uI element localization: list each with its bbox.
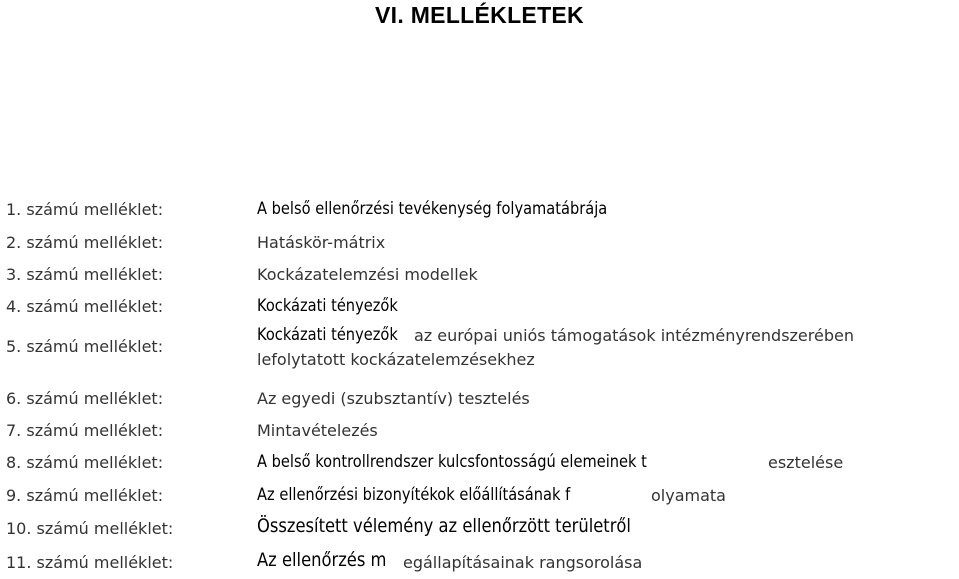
annex-label: 2. számú melléklet: [6, 233, 164, 252]
list-item [0, 322, 959, 376]
list-item [0, 198, 959, 222]
annex-title [257, 196, 664, 222]
annex-label: 4. számú melléklet: [6, 297, 164, 316]
annex-label: 8. számú melléklet: [6, 453, 164, 472]
annex-title-rest: az európai uniós támogatások intézményrendszerében [414, 326, 854, 345]
list-item [0, 451, 959, 475]
annex-label: 7. számú melléklet: [6, 421, 164, 440]
annex-title-rest: olyamata [651, 486, 726, 505]
annex-title [257, 449, 710, 475]
list-item [0, 231, 959, 255]
annex-title [257, 513, 692, 539]
annex-label: 1. számú melléklet: [6, 200, 164, 219]
annex-label: 11. számú melléklet: [6, 553, 174, 572]
annex-label: 3. számú melléklet: [6, 265, 164, 284]
annex-title [257, 322, 421, 348]
annex-title-rest: egállapításainak rangsorolása [403, 553, 643, 572]
annex-title-text: Összesített vélemény az ellenőrzött területről [257, 515, 631, 537]
annex-title [257, 293, 421, 319]
annex-title [257, 547, 408, 573]
annex-label: 6. számú melléklet: [6, 389, 164, 408]
annex-title: Az egyedi (szubsztantív) tesztelés [257, 389, 530, 408]
list-item [0, 295, 959, 319]
annex-title-rest: esztelése [768, 453, 844, 472]
annex-title-text: A belső kontrollrendszer kulcsfontosságú elemeinek t [257, 452, 647, 472]
annex-label: 5. számú melléklet: [6, 337, 164, 356]
annex-label: 9. számú melléklet: [6, 486, 164, 505]
annex-title: Mintavételezés [257, 421, 378, 440]
annex-label: 10. számú melléklet: [6, 519, 174, 538]
annex-title-text: Az ellenőrzés m [257, 549, 387, 571]
annex-title-text: A belső ellenőrzési tevékenység folyamatábrája [257, 199, 608, 219]
annex-title-line2: lefolytatott kockázatelemzésekhez [257, 350, 535, 369]
annex-title: Kockázatelemzési modellek [257, 265, 478, 284]
page-title: VI. MELLÉKLETEK [375, 2, 584, 28]
annex-title-text: Kockázati tényezők [257, 325, 398, 345]
annex-title: Hatáskör-mátrix [257, 233, 386, 252]
list-item [0, 387, 959, 411]
list-item [0, 484, 959, 508]
annex-title [257, 482, 621, 508]
list-item [0, 419, 959, 443]
annex-title-text: Kockázati tényezők [257, 296, 398, 316]
annex-title-text: Az ellenőrzési bizonyítékok előállításának f [257, 485, 571, 505]
list-item [0, 516, 959, 542]
list-item [0, 550, 959, 576]
list-item [0, 263, 959, 287]
